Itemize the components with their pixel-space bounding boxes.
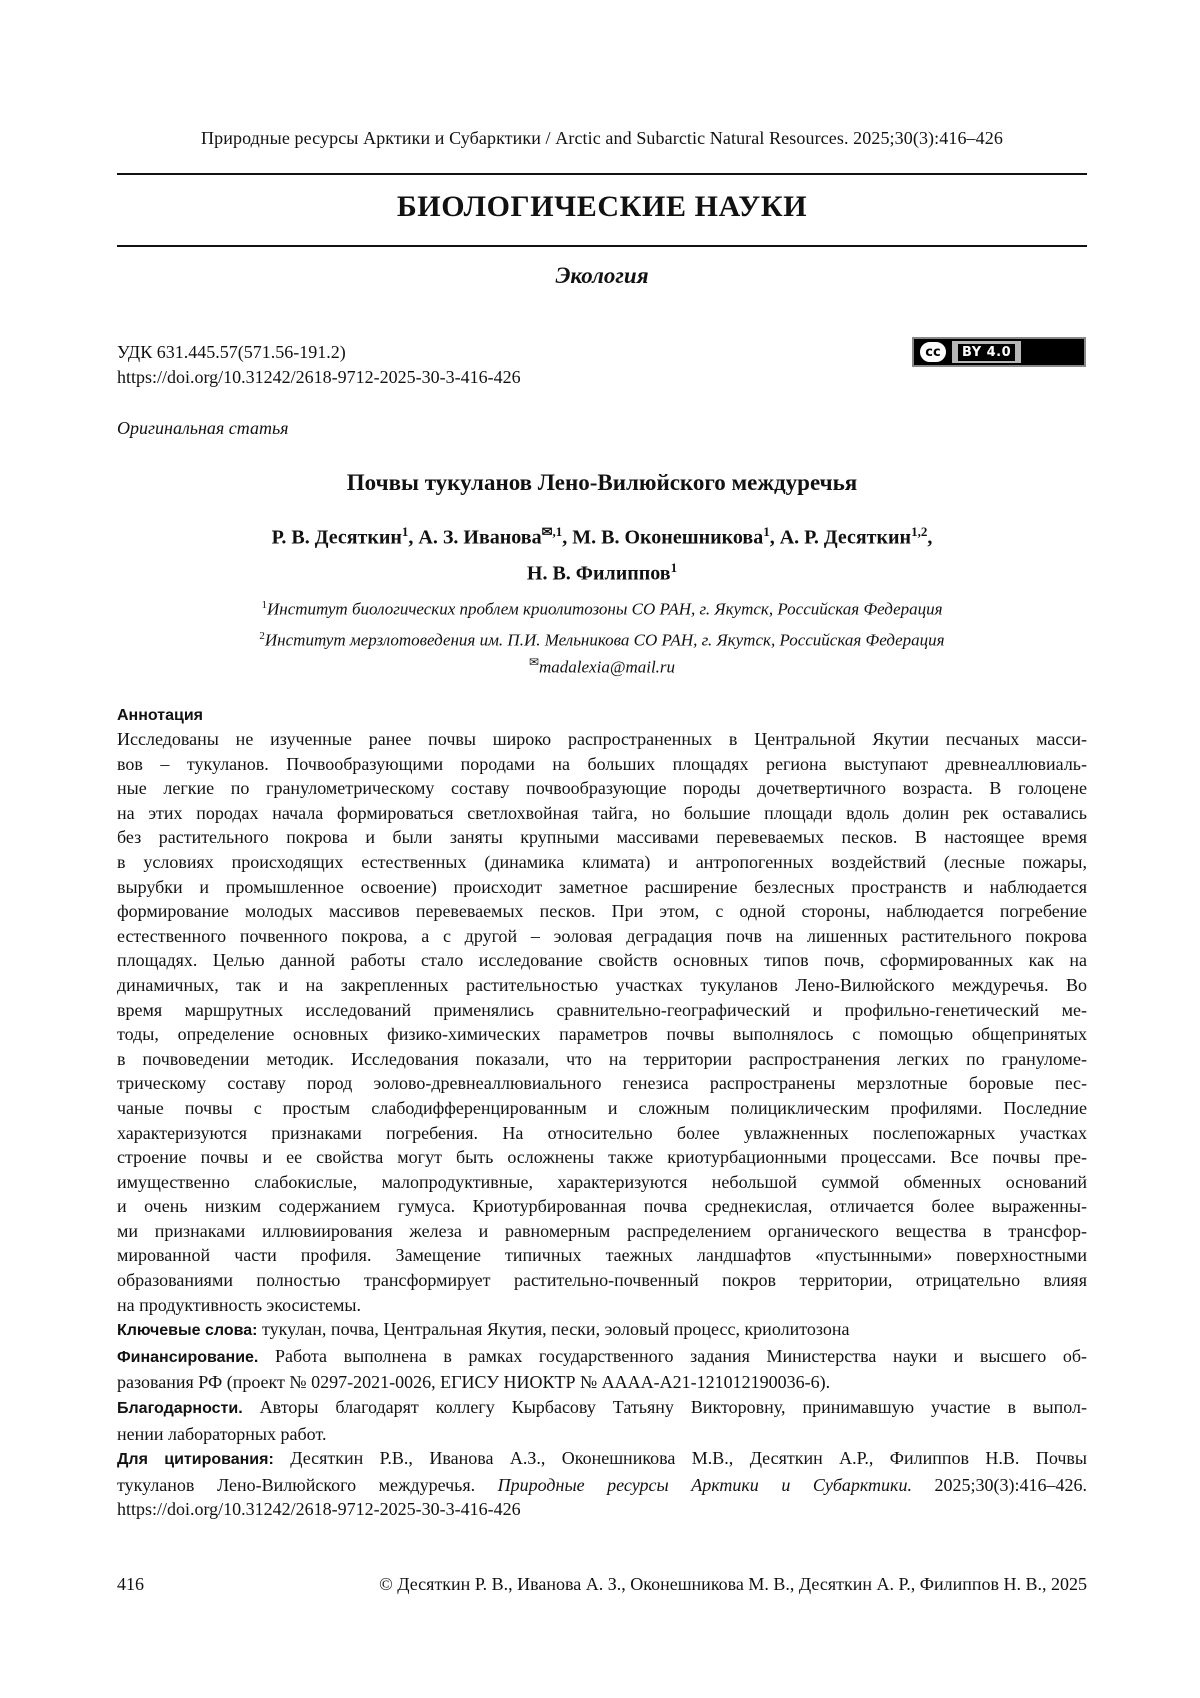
author-list (117, 517, 1087, 588)
funding-line-2: разования РФ (проект № 0297-2021-0026, ЕГИСУ НИОКТР № АААА-А21-121012190036-6). (117, 1372, 831, 1393)
abstract-heading: Аннотация (117, 707, 203, 724)
affiliation-text: Институт мерзлотоведения им. П.И. Мельникова СО РАН, г. Якутск, Российская Федерация (264, 630, 945, 650)
abstract-line: вов – тукуланов. Почвообразующими породами на больших площадях региона выступают древнеаллювиаль- (117, 753, 1087, 774)
abstract-line: трическому составу пород эолово-древнеаллювиального генезиса распространены мерзлотные боровые пес- (117, 1073, 1087, 1094)
acknowledgements-text: Авторы благодарят коллегу Кырбасову Татьяну Викторовну, принимавшую участие в выпол- (242, 1397, 1087, 1418)
doi-link[interactable]: https://doi.org/10.31242/2618-9712-2025-30-3-416-426 (117, 367, 521, 387)
citation-journal: Природные ресурсы Арктики и Субарктики. (497, 1474, 912, 1495)
author-affil-mark: 1 (670, 559, 678, 575)
journal-header: Природные ресурсы Арктики и Субарктики / Arctic and Subarctic Natural Resources. 2025;30(3):416–426 (201, 128, 1003, 148)
funding-text: Работа выполнена в рамках государственного задания Министерства науки и высшего об- (258, 1345, 1087, 1366)
author-sep: , (562, 526, 573, 549)
abstract-line: чаные почвы с простым слабодифференцированным и сложным полициклическим профилями. Последние (117, 1097, 1087, 1118)
abstract-line: время маршрутных исследований применялись сравнительно-географический и профильно-генетический ме- (117, 999, 1087, 1020)
author-sep: , (408, 526, 419, 549)
license-label: BY 4.0 (958, 344, 1015, 361)
citation-doi-link[interactable]: https://doi.org/10.31242/2618-9712-2025-30-3-416-426 (117, 1499, 521, 1520)
envelope-icon: ✉ (528, 655, 539, 669)
abstract-line: на продуктивность экосистемы. (117, 1294, 362, 1315)
author-affil-mark: 1,2 (911, 524, 928, 539)
udc-code: УДК 631.445.57(571.56-191.2) (117, 342, 346, 362)
acknowledgements-line-1 (117, 1395, 1087, 1422)
citation-label: Для цитирования: (117, 1451, 274, 1469)
citation-line-1 (117, 1446, 1087, 1473)
acknowledgements-label: Благодарности. (117, 1400, 243, 1418)
author-name: М. В. Оконешникова (572, 526, 764, 549)
header-rule-top (117, 173, 1087, 175)
affiliation-mark: 2 (259, 629, 265, 642)
affiliation-mark: 1 (261, 599, 267, 611)
abstract-line: в почвоведении методик. Исследования показали, что на территории распространения легких по грануломе- (117, 1048, 1087, 1069)
article-title: Почвы тукуланов Лено-Вилюйского междуречья (346, 470, 858, 495)
abstract-line: Исследованы не изученные ранее почвы широко распространенных в Центральной Якутии песчаных масси- (117, 729, 1087, 749)
author-line-1 (117, 517, 1087, 553)
abstract-line: площадях. Целью данной работы стало исследование свойств основных типов почв, сформированных как на (117, 950, 1087, 971)
abstract-line: ные легкие по гранулометрическому составу почвообразующие породы дочетвертичного возраста. В голоцене (117, 778, 1087, 799)
acknowledgements-line-2: нении лабораторных работ. (117, 1423, 327, 1444)
author-affil-mark: 1 (401, 524, 409, 539)
copyright: © Десяткин Р. В., Иванова А. З., Оконешникова М. В., Десяткин А. Р., Филиппов Н. В., 2025 (379, 1574, 1087, 1594)
author-name: А. Р. Десяткин (779, 526, 912, 549)
corresponding-email (117, 655, 1087, 678)
affiliations (117, 592, 1087, 653)
abstract-line: ми признаками иллювиирования железа и равномерным распределением органического вещества в трансфор- (117, 1220, 1087, 1241)
author-sep: , (769, 526, 780, 549)
affiliation-2 (117, 623, 1087, 654)
author-line-2 (117, 553, 1087, 589)
abstract-line: динамичных, так и на закрепленных растительностью участках тукуланов Лено-Вилюйского междуречья. Во (117, 974, 1087, 995)
header-rule-bottom (117, 245, 1087, 247)
affiliation-text: Институт биологических проблем криолитозоны СО РАН, г. Якутск, Российская Федерация (266, 599, 943, 619)
affiliation-1 (117, 592, 1087, 623)
funding-label: Финансирование. (117, 1348, 259, 1366)
keywords-text: тукулан, почва, Центральная Якутия, пески, эоловый процесс, криолитозона (257, 1319, 850, 1340)
author-name: Н. В. Филиппов (526, 562, 671, 585)
abstract-line: мированной части профиля. Замещение типичных таежных ландшафтов «пустынными» поверхностными (117, 1245, 1087, 1266)
abstract-line: в условиях происходящих естественных (динамика климата) и антропогенных воздействий (лесные пожары, (117, 851, 1087, 872)
abstract-line: естественного почвенного покрова, а с другой – эоловая деградация почв на лишенных растительного покрова (117, 925, 1087, 946)
abstract-line: характеризуются признаками погребения. На относительно более увлажненных послепожарных участках (117, 1122, 1087, 1143)
citation-text: Десяткин Р.В., Иванова А.З., Оконешникова М.В., Десяткин А.Р., Филиппов Н.В. Почвы (273, 1448, 1087, 1469)
email-link[interactable]: madalexia@mail.ru (539, 657, 676, 677)
abstract-line: образованиями полностью трансформирует растительно-почвенный покров территории, отрицательно влияя (117, 1270, 1087, 1291)
keywords-line (117, 1317, 1087, 1344)
abstract-line: формирование молодых массивов перевеваемых песков. При этом, с одной стороны, наблюдается погребение (117, 901, 1087, 922)
author-affil-mark: ✉,1 (541, 524, 563, 539)
abstract-line: тоды, определение основных физико-химических параметров почвы выполнялось с помощью общепринятых (117, 1024, 1087, 1045)
author-name: А. З. Иванова (418, 526, 542, 549)
citation-text: тукуланов Лено-Вилюйского междуречья. (117, 1474, 498, 1495)
page-number: 416 (117, 1574, 144, 1594)
keywords-label: Ключевые слова: (117, 1322, 258, 1340)
funding-line-1 (117, 1344, 1087, 1371)
license-panel (952, 341, 1021, 363)
abstract-line: строение почвы и ее свойства могут быть осложнены также криотурбационными процессами. Все почвы пре- (117, 1147, 1087, 1168)
author-sep: , (927, 526, 933, 549)
citation-text: 2025;30(3):416–426. (911, 1474, 1087, 1495)
abstract-line: и очень низким содержанием гумуса. Криотурбированная почва среднекислая, отличается более выраженны- (117, 1196, 1087, 1217)
author-name: Р. В. Десяткин (271, 526, 402, 549)
author-affil-mark: 1 (763, 524, 770, 539)
abstract-line: без растительного покрова и были заняты крупными массивами перевеваемых песков. В настоящее время (117, 827, 1087, 848)
subsection-title: Экология (555, 263, 649, 288)
abstract-line: вырубки и промышленное освоение) происходит заметное расширение безлесных пространств и наблюдается (117, 876, 1087, 897)
cc-by-license-badge[interactable] (912, 337, 1086, 367)
creative-commons-icon: cc (918, 340, 948, 364)
article-type: Оригинальная статья (117, 418, 289, 438)
abstract-body (117, 727, 1087, 1522)
abstract-line: имущественно слабокислые, малопродуктивные, характеризуются небольшой суммой обменных оснований (117, 1171, 1087, 1192)
abstract-line: на этих породах начала формироваться светлохвойная тайга, но большие площади вдоль долин рек оставались (117, 802, 1087, 823)
section-title: БИОЛОГИЧЕСКИЕ НАУКИ (396, 190, 808, 223)
citation-line-2 (117, 1473, 1087, 1498)
